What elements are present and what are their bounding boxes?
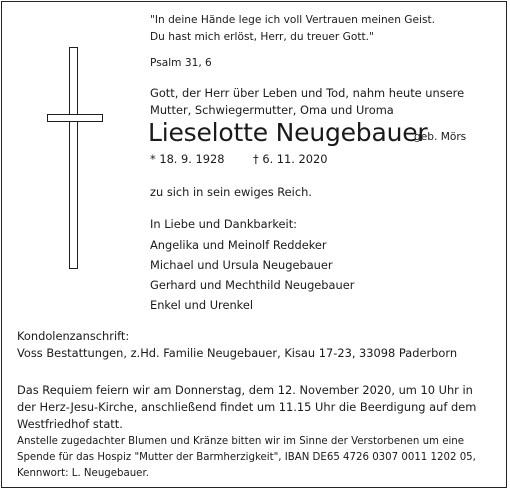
mourner-name: Enkel und Urenkel [150, 298, 254, 312]
intro-line-2: Mutter, Schwiegermutter, Oma und Uroma [150, 103, 394, 117]
cross-vertical-beam [69, 47, 78, 269]
cross-joint [71, 116, 77, 121]
birth-name: geb. Mörs [414, 131, 467, 143]
closing-line: zu sich in sein ewiges Reich. [150, 185, 312, 199]
mourner-name: Gerhard und Mechthild Neugebauer [150, 278, 355, 292]
quote-line-2: Du hast mich erlöst, Herr, du treuer Gott." [150, 31, 374, 43]
mourner-name: Angelika und Meinolf Reddeker [150, 238, 327, 252]
requiem-line-3: Westfriedhof statt. [17, 417, 123, 431]
condolence-address: Voss Bestattungen, z.Hd. Familie Neugebauer, Kisau 17-23, 33098 Paderborn [17, 346, 458, 360]
donation-line-2: Spende für das Hospiz "Mutter der Barmherzigkeit", IBAN DE65 4726 0307 0011 1202 05, [17, 452, 476, 463]
quote-line-1: "In deine Hände lege ich voll Vertrauen meinen Geist. [150, 14, 435, 26]
birth-date: * 18. 9. 1928 [150, 152, 225, 166]
requiem-line-1: Das Requiem feiern wir am Donnerstag, dem 12. November 2020, um 10 Uhr in [17, 383, 473, 397]
donation-line-1: Anstelle zugedachter Blumen und Kränze bitten wir im Sinne der Verstorbenen um eine [17, 436, 465, 447]
intro-line-1: Gott, der Herr über Leben und Tod, nahm heute unsere [150, 86, 465, 100]
mourner-name: Michael und Ursula Neugebauer [150, 258, 333, 272]
condolence-label: Kondolenzanschrift: [17, 329, 130, 343]
cross-icon [47, 47, 107, 269]
mourners-heading: In Liebe und Dankbarkeit: [150, 217, 297, 231]
deceased-name: Lieselotte Neugebauer [148, 118, 428, 147]
death-date: † 6. 11. 2020 [253, 152, 328, 166]
requiem-line-2: der Herz-Jesu-Kirche, anschließend findet um 11.15 Uhr die Beerdigung auf dem [17, 400, 477, 414]
donation-line-3: Kennwort: L. Neugebauer. [17, 468, 149, 479]
psalm-reference: Psalm 31, 6 [150, 57, 212, 69]
